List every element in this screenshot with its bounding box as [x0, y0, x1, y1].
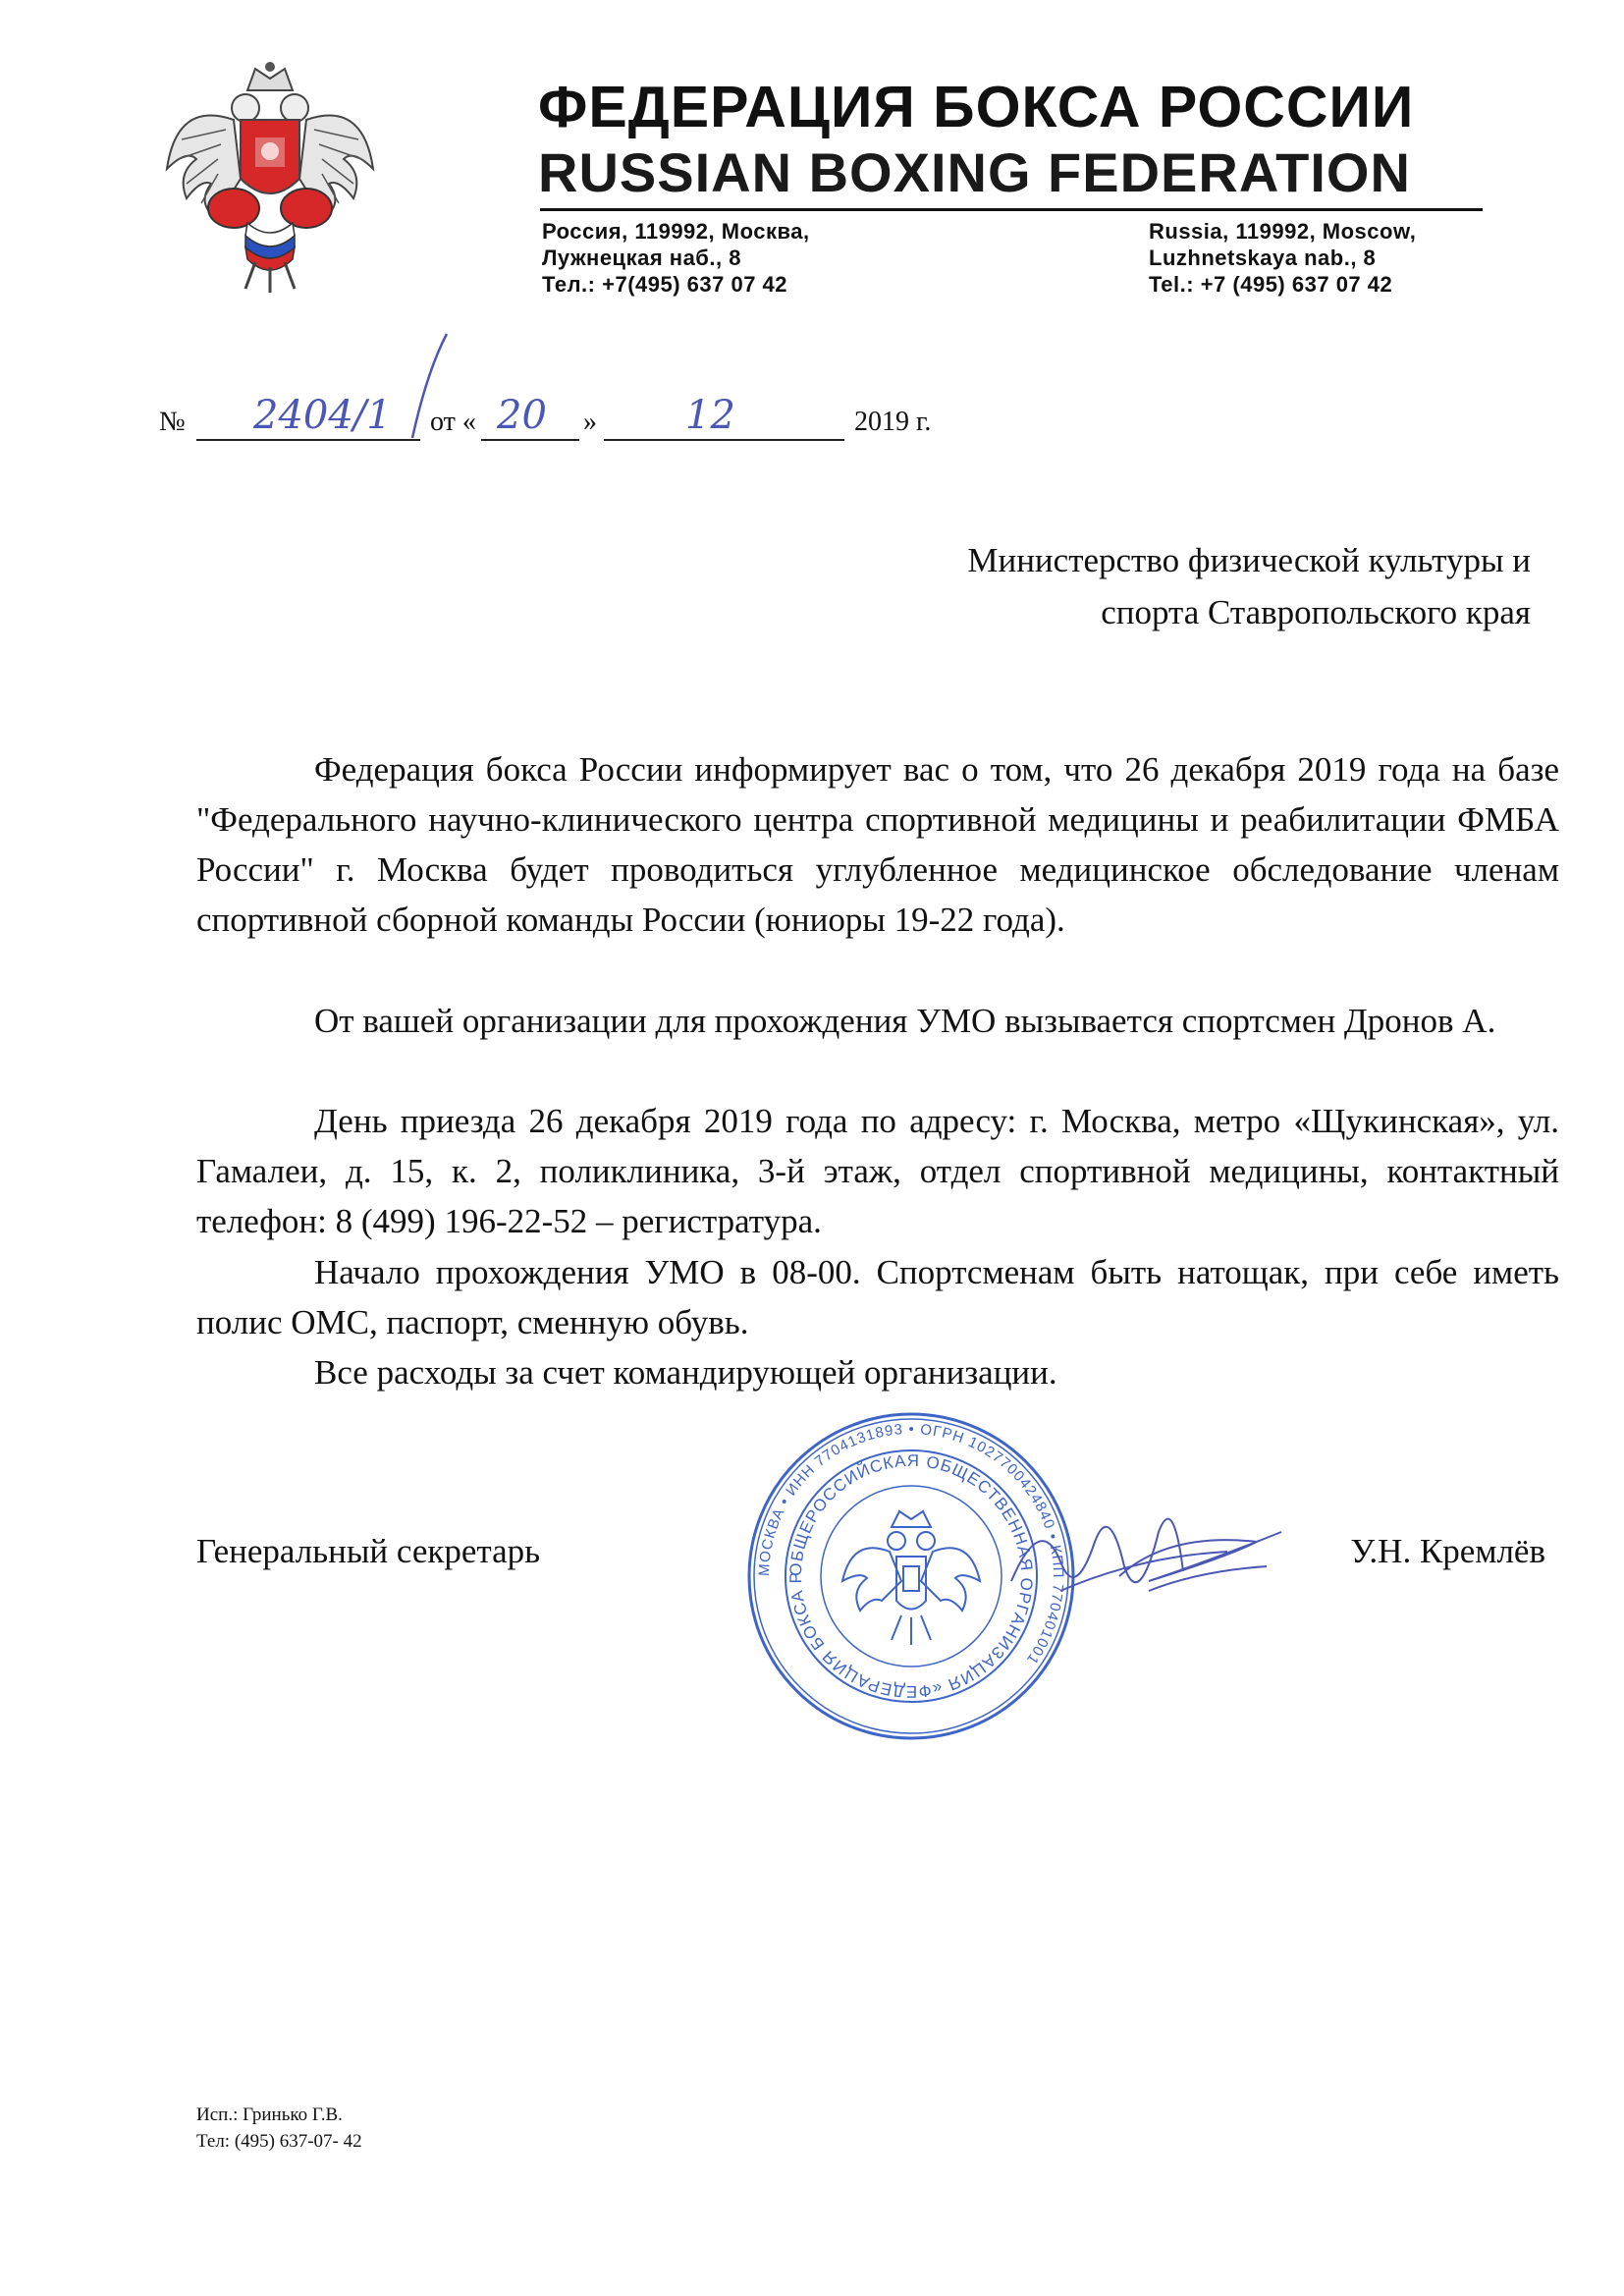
address-ru-line: Россия, 119992, Москва,	[542, 219, 810, 244]
letterhead-divider	[540, 208, 1483, 211]
handwritten-number: 2404/1	[253, 393, 392, 438]
svg-text:ОБЩЕРОССИЙСКАЯ ОБЩЕСТВЕННАЯ ОР: ОБЩЕРОССИЙСКАЯ ОБЩЕСТВЕННАЯ ОРГАНИЗАЦИЯ «ФЕДЕРАЦИЯ БОКСА Р	[785, 1450, 1037, 1702]
paragraph-text: Все расходы за счет командирующей организации.	[314, 1353, 1057, 1392]
number-sign: №	[159, 407, 186, 437]
body-paragraph-4	[196, 1247, 1559, 1347]
handwritten-signature	[1001, 1473, 1296, 1650]
address-ru-line: Тел.: +7(495) 637 07 42	[542, 272, 788, 297]
month-underline	[604, 439, 844, 441]
date-from-label: от «	[430, 407, 476, 437]
executor-info	[196, 2102, 362, 2155]
body-paragraph-2	[196, 996, 1559, 1046]
signatory-name: У.Н. Кремлёв	[1350, 1532, 1545, 1570]
svg-text:МОСКВА • ИНН 7704131893 • ОГРН: МОСКВА • ИНН 7704131893 • ОГРН 1027700424840 • КПП 770401001	[755, 1420, 1067, 1668]
executor-name: Исп.: Гринько Г.В.	[196, 2105, 343, 2125]
addressee-line: спорта Ставропольского края	[1101, 593, 1531, 631]
body-paragraph-3	[196, 1096, 1559, 1246]
day-underline	[481, 439, 579, 441]
address-en-line: Tel.: +7 (495) 637 07 42	[1149, 272, 1393, 297]
date-year: 2019 г.	[854, 407, 932, 437]
body-paragraph-5	[196, 1347, 1559, 1397]
address-ru-line: Лужнецкая наб., 8	[542, 246, 741, 270]
paragraph-text: От вашей организации для прохождения УМО вызывается спортсмен Дронов А.	[314, 1002, 1496, 1040]
address-en-line: Russia, 119992, Moscow,	[1149, 219, 1417, 244]
paragraph-text: День приезда 26 декабря 2019 года по адресу: г. Москва, метро «Щукинская», ул. Гамалеи, д. 15, к. 2, поликлиника, 3-й этаж, отдел спортивной медицины, контактный телефон: 8 (499) 196-22-52 – регистратура.	[196, 1102, 1559, 1240]
paragraph-text: Федерация бокса России информирует вас о том, что 26 декабря 2019 года на базе "Федерального научно-клинического центра спортивной медицины и реабилитации ФМБА России" г. Москва будет проводиться углубленное медицинское обследование членам спортивной сборной команды России (юниоры 19-22 года).	[196, 750, 1559, 939]
org-name-ru: ФЕДЕРАЦИЯ БОКСА РОССИИ	[538, 75, 1415, 139]
executor-phone: Тел: (495) 637-07- 42	[196, 2131, 362, 2152]
address-en	[1149, 218, 1416, 298]
address-ru	[542, 218, 810, 298]
signatory-position: Генеральный секретарь	[196, 1532, 541, 1570]
handwritten-month: 12	[685, 393, 735, 438]
date-quote-close: »	[583, 407, 597, 437]
number-underline	[196, 439, 420, 441]
body-paragraph-1	[196, 744, 1559, 945]
federation-emblem-logo	[157, 61, 383, 297]
address-en-line: Luzhnetskaya nab., 8	[1149, 246, 1377, 270]
addressee-block	[745, 534, 1531, 638]
handwritten-day: 20	[497, 393, 547, 438]
org-name-en: RUSSIAN BOXING FEDERATION	[538, 141, 1411, 203]
addressee-line: Министерство физической культуры и	[967, 541, 1531, 579]
paragraph-text: Начало прохождения УМО в 08-00. Спортсменам быть натощак, при себе иметь полис ОМС, паспорт, сменную обувь.	[196, 1253, 1559, 1341]
